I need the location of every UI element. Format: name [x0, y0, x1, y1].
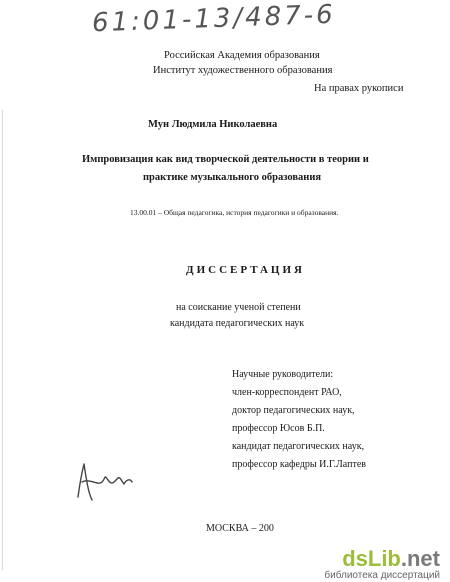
supervisor-line: доктор педагогических наук,	[232, 405, 355, 416]
scan-edge-line	[2, 110, 3, 570]
institute-name: Институт художественного образования	[153, 65, 333, 76]
dslib-logo[interactable]	[342, 546, 440, 572]
logo-subtitle: библиотека диссертаций	[324, 570, 440, 581]
supervisor-line: кандидат педагогических наук,	[232, 441, 365, 452]
author-name: Мун Людмила Николаевна	[148, 119, 278, 130]
supervisor-line: профессор Юсов Б.П.	[232, 423, 325, 434]
supervisors-heading: Научные руководители:	[232, 369, 334, 380]
handwritten-signature	[68, 452, 138, 512]
specialty-code: 13.00.01 – Общая педагогика, история педагогики и образования.	[130, 208, 339, 217]
supervisor-line: профессор кафедры И.Г.Лаптев	[232, 459, 366, 470]
logo-tld: .net	[400, 546, 440, 571]
title-line-1: Импровизация как вид творческой деятельности в теории и	[82, 154, 369, 165]
city-year: МОСКВА – 200	[206, 523, 274, 534]
supervisor-line: член-корреспондент РАО,	[232, 387, 342, 398]
manuscript-rights: На правах рукописи	[314, 83, 404, 94]
document-type: ДИССЕРТАЦИЯ	[186, 264, 305, 276]
watermark-footer	[0, 544, 450, 582]
handwritten-archive-number: 61:01-13/487-6	[91, 0, 337, 39]
logo-main: dsLib	[342, 546, 401, 571]
degree-line-2: кандидата педагогических наук	[170, 318, 305, 329]
title-line-2: практике музыкального образования	[143, 172, 322, 183]
degree-line-1: на соискание ученой степени	[176, 302, 301, 313]
academy-name: Российская Академия образования	[164, 50, 320, 61]
